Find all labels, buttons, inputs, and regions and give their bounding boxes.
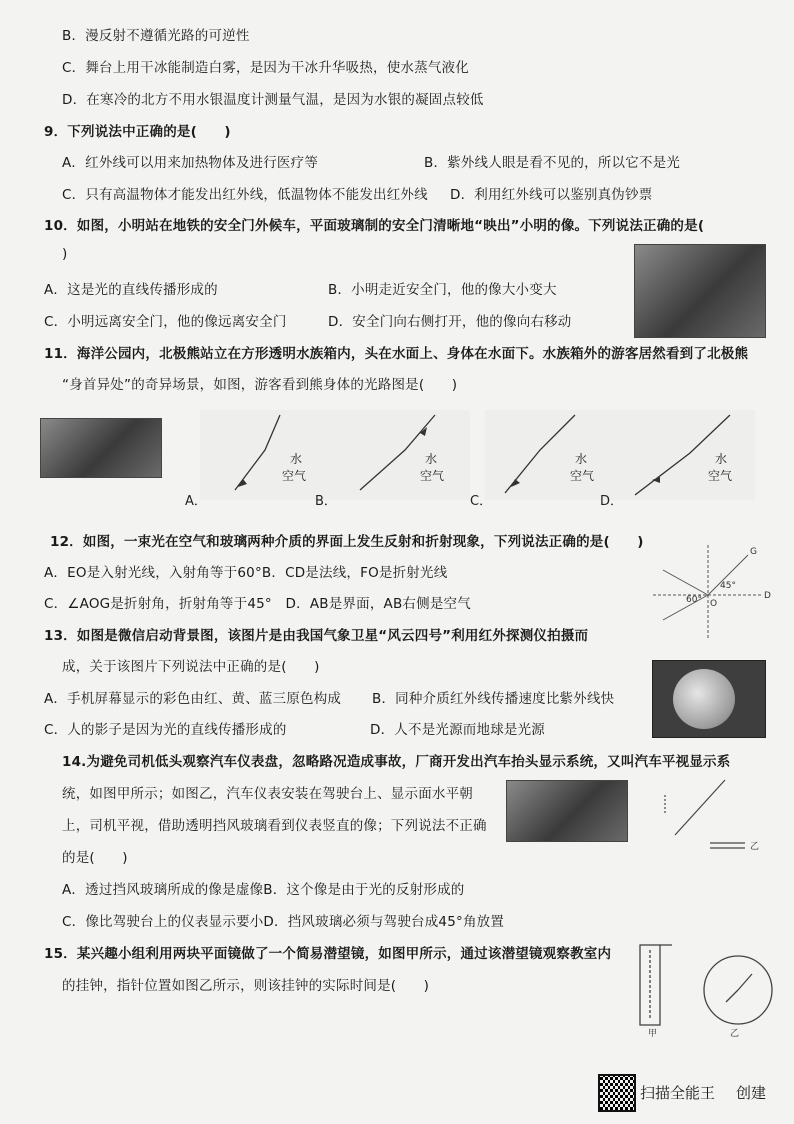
air-label-b: 空气 (420, 469, 445, 483)
option-9d: D．利用红外线可以鉴别真伪钞票 (450, 187, 653, 203)
question-11-cont: “身首异处”的奇异场景，如图，游客看到熊身体的光路图是( ) (62, 377, 458, 393)
option-10c: C．小明远离安全门，他的像远离安全门 (44, 314, 287, 330)
question-13: 13．如图是微信启动背景图，该图片是由我国气象卫星“风云四号”利用红外探测仪拍摄而 (44, 628, 589, 644)
option-12a: A．EO是入射光线，入射角等于60°B．CD是法线，FO是折射光线 (44, 565, 448, 581)
clock-label: 乙 (730, 1029, 740, 1039)
question-15: 15．某兴趣小组利用两块平面镜做了一个简易潜望镜，如图甲所示，通过该潜望镜观察教室内 (44, 946, 612, 962)
air-label-d: 空气 (708, 469, 733, 483)
question-10: 10．如图，小明站在地铁的安全门外候车，平面玻璃制的安全门清晰地“映出”小明的像。下列说法正确的是( (44, 218, 705, 234)
option-13c: C．人的影子是因为光的直线传播形成的 (44, 722, 287, 738)
qr-code-icon (598, 1074, 636, 1112)
option-14c: C．像比驾驶台上的仪表显示要小D．挡风玻璃必须与驾驶台成45°角放置 (62, 914, 505, 930)
hud-figure-label: 乙 (750, 842, 760, 852)
question-14-cont2: 上，司机平视，借助透明挡风玻璃看到仪表竖直的像；下列说法不正确 (62, 818, 487, 834)
option-12c: C．∠AOG是折射角，折射角等于45° D．AB是界面，AB右侧是空气 (44, 596, 471, 612)
option-10b: B．小明走近安全门，他的像大小变大 (328, 282, 557, 298)
hud-photo (506, 780, 628, 842)
option-10d: D．安全门向右侧打开，他的像向右移动 (328, 314, 572, 330)
label-o: O (710, 599, 718, 609)
option-8c: C．舞台上用干冰能制造白雾，是因为干冰升华吸热，使水蒸气液化 (62, 60, 469, 76)
periscope-label: 甲 (648, 1029, 658, 1039)
option-8b: B．漫反射不遵循光路的可逆性 (62, 28, 250, 44)
question-10-end: ) (62, 246, 68, 262)
angle-60: 60° (686, 595, 702, 605)
option-9c: C．只有高温物体才能发出红外线，低温物体不能发出红外线 (62, 187, 428, 203)
water-label-b: 水 (425, 452, 438, 466)
question-14-cont1: 统，如图甲所示；如图乙，汽车仪表安装在驾驶台上、显示面水平朝 (62, 786, 473, 802)
periscope-clock-diagram (630, 940, 780, 1040)
question-15-cont: 的挂钟，指针位置如图乙所示，则该挂钟的实际时间是( ) (62, 978, 430, 994)
footer-action: 创建 (736, 1084, 767, 1102)
label-d-point: D (764, 591, 771, 601)
polar-bear-photo (40, 418, 162, 478)
question-11: 11．海洋公园内，北极熊站立在方形透明水族箱内，头在水面上、身体在水面下。水族箱外的游客居然看到了北极熊 (44, 346, 749, 362)
label-c: C． (470, 494, 493, 509)
air-label-a: 空气 (282, 469, 307, 483)
hud-diagram (655, 765, 770, 855)
option-9a: A．红外线可以用来加热物体及进行医疗等 (62, 155, 319, 171)
footer-brand: 扫描全能王 (640, 1084, 716, 1102)
clock-hand-short (726, 990, 738, 1002)
question-13-cont: 成，关于该图片下列说法中正确的是( ) (62, 659, 320, 675)
option-8d: D．在寒冷的北方不用水银温度计测量气温，是因为水银的凝固点较低 (62, 92, 484, 108)
option-13a: A．手机屏幕显示的彩色由红、黄、蓝三原色构成 (44, 691, 342, 707)
question-9: 9．下列说法中正确的是( ) (44, 124, 231, 140)
angle-45: 45° (720, 581, 736, 591)
question-12: 12．如图，一束光在空气和玻璃两种介质的界面上发生反射和折射现象，下列说法正确的是( ) (50, 534, 644, 550)
water-label-d: 水 (715, 452, 728, 466)
option-10a: A．这是光的直线传播形成的 (44, 282, 218, 298)
air-label-c: 空气 (570, 469, 595, 483)
light-path-diagrams (170, 405, 760, 515)
option-14a: A．透过挡风玻璃所成的像是虚像B．这个像是由于光的反射形成的 (62, 882, 465, 898)
label-b: B． (315, 494, 337, 509)
question-14: 14.为避免司机低头观察汽车仪表盘，忽略路况造成事故，厂商开发出汽车抬头显示系统，又叫汽车平视显示系 (62, 754, 731, 770)
option-9b: B．紫外线人眼是看不见的，所以它不是光 (424, 155, 681, 171)
label-a: A． (185, 494, 207, 509)
earth-globe (673, 669, 735, 729)
water-label-a: 水 (290, 452, 303, 466)
label-d: D． (600, 494, 624, 509)
safety-door-photo (634, 244, 766, 338)
label-g: G (750, 547, 757, 557)
water-label-c: 水 (575, 452, 588, 466)
clock-hand-long (738, 974, 752, 990)
reflection-diagram (648, 540, 778, 640)
question-14-cont3: 的是( ) (62, 850, 128, 866)
earth-image (652, 660, 766, 738)
option-13d: D．人不是光源而地球是光源 (370, 722, 545, 738)
option-13b: B．同种介质红外线传播速度比紫外线快 (372, 691, 615, 707)
